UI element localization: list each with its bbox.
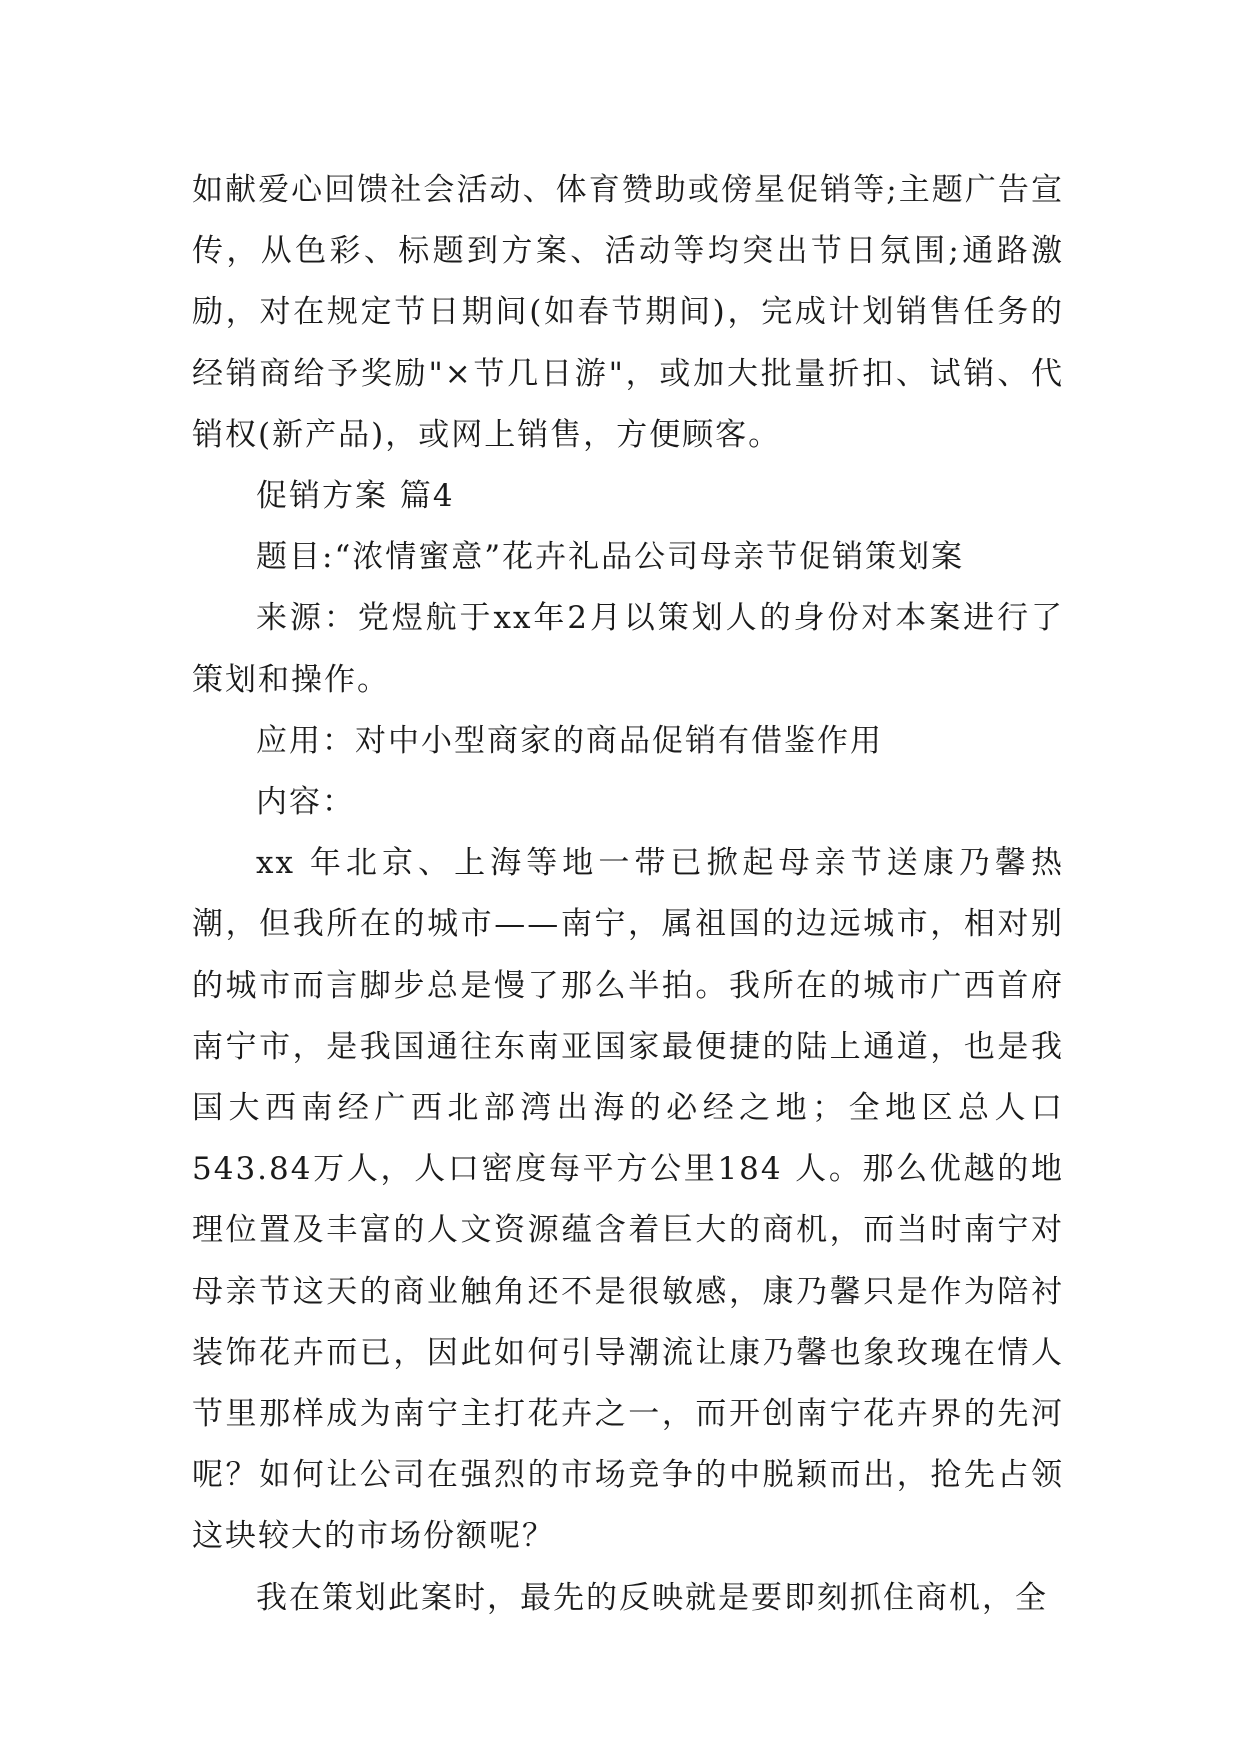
paragraph-background: xx 年北京、上海等地一带已掀起母亲节送康乃馨热潮，但我所在的城市——南宁，属祖国的边远城市，相对别的城市而言脚步总是慢了那么半拍。我所在的城市广西首府南宁市，是我国通往东南亚国家最便捷的陆上通道，也是我国大西南经广西北部湾出海的必经之地；全地区总人口543.84万人，人口密度每平方公里184 人。那么优越的地理位置及丰富的人文资源蕴含着巨大的商机，而当时南宁对母亲节这天的商业触角还不是很敏感，康乃馨只是作为陪衬装饰花卉而已，因此如何引导潮流让康乃馨也象玫瑰在情人节里那样成为南宁主打花卉之一，而开创南宁花卉界的先河呢？如何让公司在强烈的市场竞争的中脱颖而出，抢先占领这块较大的市场份额呢？ [192,845,1064,1555]
paragraph-application: 应用：对中小型商家的商品促销有借鉴作用 [256,722,883,759]
document-body [192,160,1064,1629]
paragraph-content-label: 内容： [256,784,355,821]
paragraph-title: 题目:“浓情蜜意”花卉礼品公司母亲节促销策划案 [256,539,965,576]
paragraph-planning: 我在策划此案时，最先的反映就是要即刻抓住商机，全 [256,1579,1048,1616]
paragraph-promotion-methods: 如献爱心回馈社会活动、体育赞助或傍星促销等;主题广告宣传，从色彩、标题到方案、活动等均突出节日氛围;通路激励，对在规定节日期间(如春节期间)，完成计划销售任务的经销商给予奖励"×节几日游"，或加大批量折扣、试销、代销权(新产品)，或网上销售，方便顾客。 [192,172,1064,453]
paragraph-source: 来源：党煜航于xx年2月以策划人的身份对本案进行了策划和操作。 [192,600,1064,698]
section-heading: 促销方案 篇4 [256,478,455,515]
